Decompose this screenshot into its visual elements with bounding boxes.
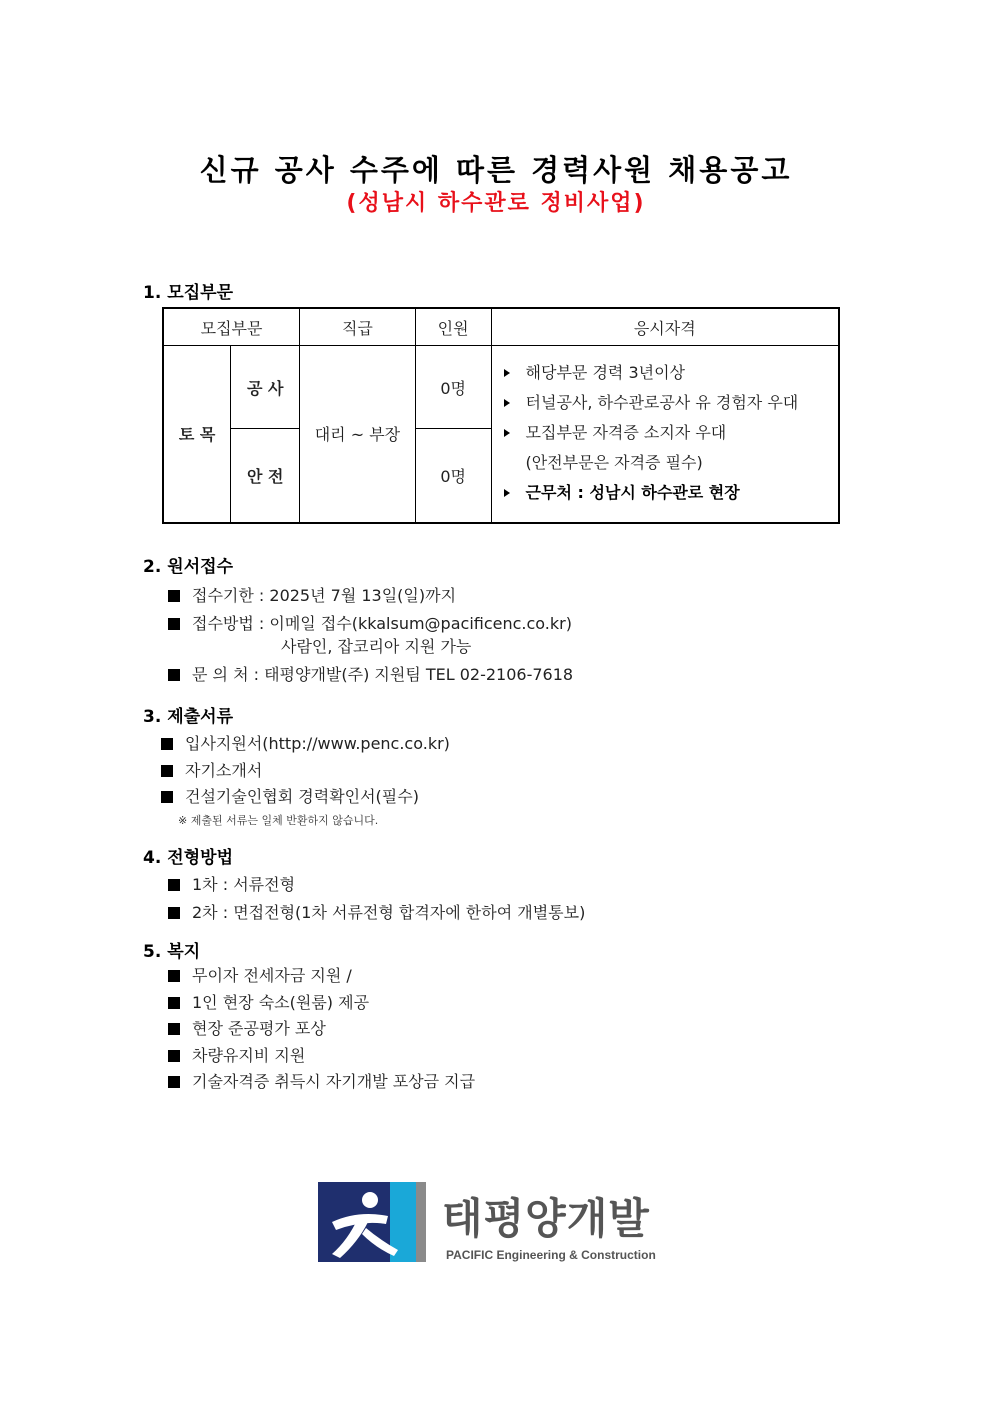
logo-tagline: PACIFIC Engineering & Construction xyxy=(446,1248,656,1262)
count-cell-safety: 0명 xyxy=(415,429,491,523)
section-number: 3. xyxy=(143,707,162,727)
page-subtitle: (성남시 하수관로 정비사업) xyxy=(346,191,646,216)
header-count: 인원 xyxy=(415,308,491,346)
square-bullet-icon xyxy=(168,879,180,891)
list-item: 자기소개서 xyxy=(161,758,262,781)
list-item: 터널공사, 하수관로공사 유 경험자 우대 xyxy=(502,388,838,418)
section-label: 제출서류 xyxy=(167,707,233,727)
section-label: 복지 xyxy=(167,942,201,962)
list-item: 모집부문 자격증 소지자 우대 xyxy=(502,418,838,448)
page-title: 신규 공사 수주에 따른 경력사원 채용공고 xyxy=(199,153,793,187)
section-heading-application xyxy=(143,552,233,577)
header-rank: 직급 xyxy=(300,308,416,346)
role-cell-construction: 공 사 xyxy=(231,346,300,429)
section-label: 원서접수 xyxy=(167,557,233,577)
bullet-triangle-icon xyxy=(504,429,510,437)
bullet-triangle-icon xyxy=(504,369,510,377)
list-item: 접수기한 : 2025년 7월 13일(일)까지 xyxy=(168,583,456,606)
section-heading-documents xyxy=(143,702,233,727)
section-number: 1. xyxy=(143,283,162,303)
section-number: 2. xyxy=(143,557,162,577)
square-bullet-icon xyxy=(168,1023,180,1035)
square-bullet-icon xyxy=(161,738,173,750)
square-bullet-icon xyxy=(168,1076,180,1088)
list-item: 1차 : 서류전형 xyxy=(168,872,295,895)
square-bullet-icon xyxy=(168,997,180,1009)
section-number: 5. xyxy=(143,942,162,962)
list-item: 근무처 : 성남시 하수관로 현장 xyxy=(502,478,838,508)
list-item: 차량유지비 지원 xyxy=(168,1043,305,1066)
square-bullet-icon xyxy=(161,791,173,803)
list-item: 기술자격증 취득시 자기개발 포상금 지급 xyxy=(168,1069,475,1092)
square-bullet-icon xyxy=(168,970,180,982)
header-dept: 모집부문 xyxy=(163,308,300,346)
documents-note: ※ 제출된 서류는 일체 반환하지 않습니다. xyxy=(178,814,379,827)
list-item: 2차 : 면접전형(1차 서류전형 합격자에 한하여 개별통보) xyxy=(168,900,585,923)
square-bullet-icon xyxy=(168,590,180,602)
list-item: 입사지원서(http://www.penc.co.kr) xyxy=(161,731,450,754)
list-item: 현장 준공평가 포상 xyxy=(168,1016,326,1039)
count-cell-construction: 0명 xyxy=(415,346,491,429)
recruitment-table xyxy=(162,307,840,524)
dept-cell: 토 목 xyxy=(163,346,231,523)
list-item: 해당부문 경력 3년이상 xyxy=(502,358,838,388)
table-row xyxy=(163,346,839,429)
square-bullet-icon xyxy=(168,669,180,681)
rank-cell: 대리 ~ 부장 xyxy=(300,346,416,523)
list-item: 무이자 전세자금 지원 / xyxy=(168,963,352,986)
bullet-triangle-icon xyxy=(504,489,510,497)
section-label: 모집부문 xyxy=(167,283,233,303)
section-heading-recruitment xyxy=(143,278,233,303)
list-item: (안전부문은 자격증 필수) xyxy=(525,453,703,472)
header-qualifications: 응시자격 xyxy=(491,308,839,346)
square-bullet-icon xyxy=(161,765,173,777)
list-item-continued: 사람인, 잡코리아 지원 가능 xyxy=(281,637,472,656)
company-logo xyxy=(318,1182,678,1264)
qualifications-cell xyxy=(491,346,839,523)
list-item: 접수방법 : 이메일 접수(kkalsum@pacificenc.co.kr) xyxy=(168,611,572,634)
square-bullet-icon xyxy=(168,1050,180,1062)
logo-wordmark: 태평양개발 xyxy=(442,1194,650,1243)
list-item: 건설기술인협회 경력확인서(필수) xyxy=(161,784,419,807)
square-bullet-icon xyxy=(168,907,180,919)
role-cell-safety: 안 전 xyxy=(231,429,300,523)
bullet-triangle-icon xyxy=(504,399,510,407)
section-heading-welfare xyxy=(143,937,200,962)
square-bullet-icon xyxy=(168,618,180,630)
table-header-row xyxy=(163,308,839,346)
section-number: 4. xyxy=(143,848,162,868)
qualifications-list xyxy=(492,346,838,518)
list-item: 문 의 처 : 태평양개발(주) 지원팀 TEL 02-2106-7618 xyxy=(168,662,573,685)
section-heading-selection xyxy=(143,843,233,868)
section-label: 전형방법 xyxy=(167,848,233,868)
list-item: 1인 현장 숙소(원룸) 제공 xyxy=(168,990,369,1013)
